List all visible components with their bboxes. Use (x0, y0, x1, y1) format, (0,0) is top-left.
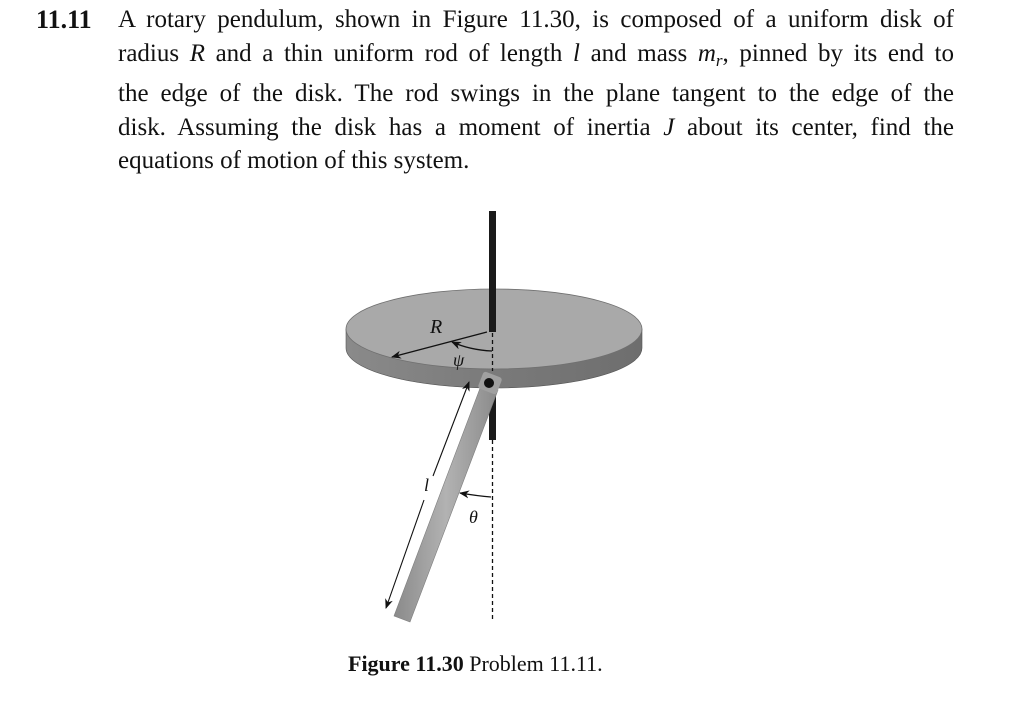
problem-text-segment: about its center, find the (674, 113, 954, 141)
problem-line-3 (118, 77, 954, 111)
problem-text-segment: A rotary pendulum, shown in Figure 11.30, is composed of a uniform disk of (118, 6, 954, 33)
symbol-m: m (697, 39, 716, 67)
symbol-J: J (663, 113, 675, 141)
problem-text-segment: and a thin uniform rod of length (204, 39, 574, 67)
problem-line-5 (118, 144, 954, 178)
symbol-subscript-r: r (715, 50, 723, 70)
radius-label: R (430, 316, 443, 338)
problem-text (118, 3, 954, 178)
caption-text: Problem 11.11. (469, 651, 603, 676)
problem-number: 11.11 (36, 5, 92, 34)
figure-caption (348, 650, 603, 678)
problem-line-1 (118, 3, 954, 37)
caption-label: Figure 11.30 (348, 651, 464, 676)
problem-text-segment: radius (118, 39, 190, 67)
symbol-R: R (189, 39, 205, 67)
shaft-upper (489, 211, 496, 332)
problem-text-segment: equations of motion of this system. (118, 147, 470, 174)
theta-label: θ (469, 507, 478, 527)
problem-line-4 (118, 111, 954, 145)
rod-length-label: l (424, 475, 430, 495)
rotary-pendulum-figure (330, 200, 690, 640)
psi-label: ψ (453, 350, 465, 370)
problem-text-segment: the edge of the disk. The rod swings in the plane tangent to the edge of the (118, 80, 954, 107)
problem-text-segment: , pinned by its end to (722, 39, 954, 67)
symbol-l: l (573, 39, 580, 67)
problem-text-segment: disk. Assuming the disk has a moment of inertia (118, 113, 664, 141)
theta-angle-arc (460, 493, 491, 497)
pivot-pin (484, 378, 494, 388)
problem-line-2 (118, 37, 954, 78)
problem-text-segment: and mass (579, 39, 698, 67)
pendulum-diagram (330, 200, 690, 640)
